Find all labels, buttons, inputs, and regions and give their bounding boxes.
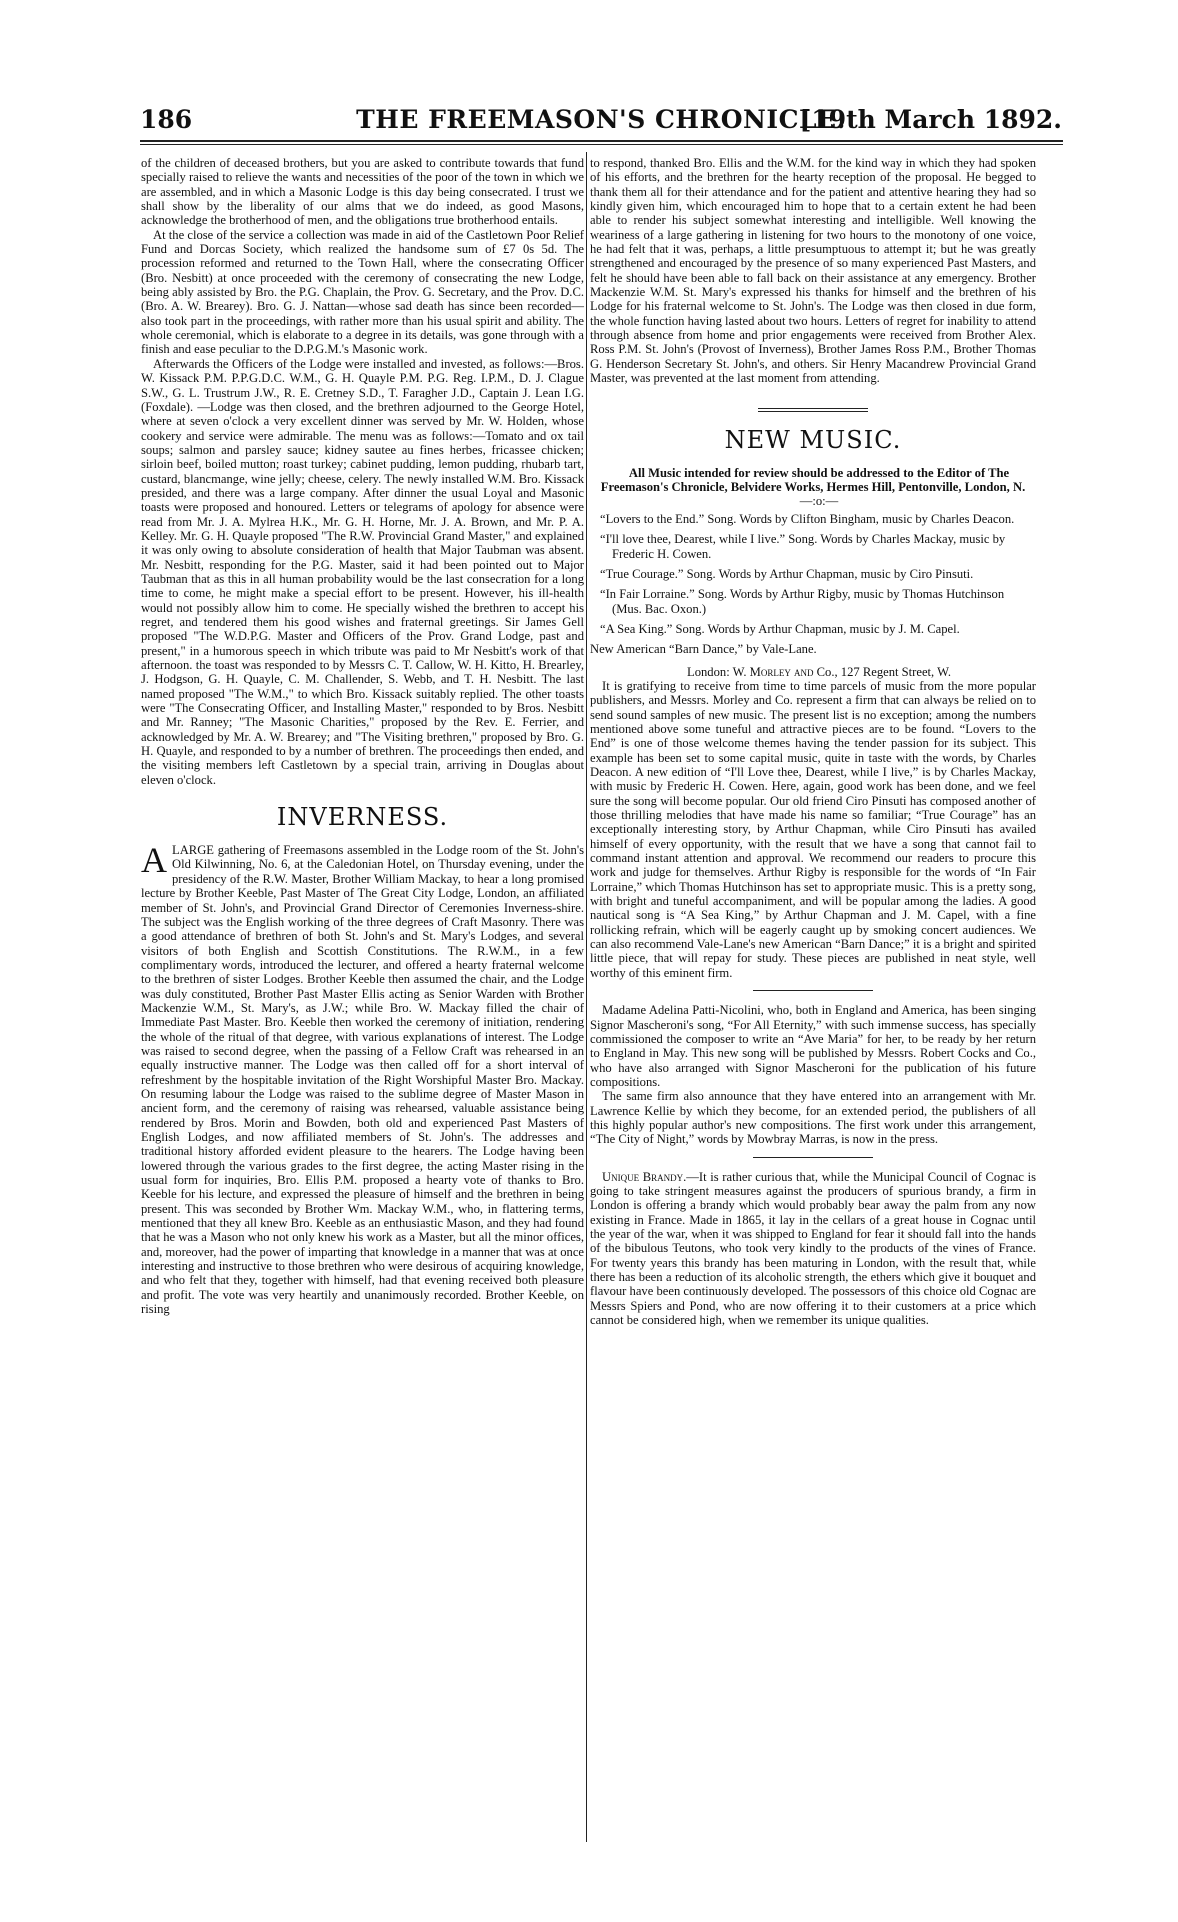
- column-divider: [586, 152, 587, 1842]
- collection-paragraph: At the close of the service a collection was made in aid of the Castletown Poor Relief Fund and Dorcas Society, which realized the handsome sum of £7 0s 5d. The procession reformed and returned to the Town Hall, where the consecrating Officer (Bro. Nesbitt) at once proceeded with the ceremony of consecrating the new Lodge, being ably assisted by Bro. the P.G. Chaplain, the Prov. G. Secretary, and the Prov. D.C. (Bro. A. W. Brearey). Bro. G. J. Nattan—whose sad death has since been recorded—also took part in the proceedings, with rather more than his usual spirit and ability. The whole ceremonial, which is elaborate to a degree in its details, was gone through with a finish and ease peculiar to the D.P.G.M.'s Masonic work.: [141, 227, 584, 357]
- ornament-divider: —:o:—: [799, 493, 839, 508]
- page-header: [140, 105, 1062, 137]
- section-rule: [753, 990, 873, 991]
- section-rule: [758, 408, 868, 412]
- page-number: 186: [140, 105, 193, 134]
- brandy-text: —It is rather curious that, while the Municipal Council of Cognac is going to take stringent measures against the producers of spurious brandy, a firm in London is offering a brandy which would probably bear away the palm from any now existing in France. Made in 1865, it lay in the cellars of a great house in Cognac until the year of the war, when it was shipped to England for fear it should fall into the hands of the bibulous Teutons, who took very kindly to the products of the vines of France. For twenty years this brandy has been maturing in London, with the result that, while there has been a reduction of its alcoholic strength, the ethers which give it bouquet and flavour have been continuously developed. The possessors of this choice old Cognac are Messrs Spiers and Pond, who are now offering it to their customers at a price which cannot be considered high, when we remember its unique qualities.: [590, 1169, 1036, 1328]
- publication-title: THE FREEMASON'S CHRONICLE.: [356, 105, 846, 134]
- song-listing: “A Sea King.” Song. Words by Arthur Chapman, music by J. M. Capel.: [600, 621, 960, 636]
- publisher-line: [590, 665, 1036, 679]
- inverness-paragraph: [141, 840, 584, 1317]
- right-column: [590, 156, 1036, 1327]
- brandy-paragraph: [590, 1170, 1036, 1328]
- publisher-prefix: London: W.: [687, 664, 747, 679]
- inverness-text: LARGE gathering of Freemasons assembled in the Lodge room of the St. John's Old Kilwinning, No. 6, at the Caledonian Hotel, on Thursday evening, under the presidency of the R.W. Master, Brother William Mackay, to hear a long promised lecture by Brother Keeble, Past Master of The Great City Lodge, London, an affiliated member of St. John's, and Provincial Grand Director of Ceremonies Inverness-shire. The subject was the English working of the three degrees of Craft Masonry. There was a good attendance of brethren of both St. John's and St. Mary's Lodges, and several visitors of both English and Scottish Constitutions. The R.W.M., in a few complimentary words, introduced the lecturer, and offered a hearty fraternal welcome to the brethren of sister Lodges. Brother Keeble then assumed the chair, and the Lodge was duly constituted, Brother Past Master Ellis acting as Senior Warden with Brother Mackenzie W.M., St. Mary's, as J.W.; while Bro. W. Mackay filled the chair of Immediate Past Master. Bro. Keeble then worked the ceremony of initiation, rendering the whole of the ritual of that degree, with various explanations of interest. The Lodge was raised to second degree, when the passing of a Fellow Craft was rehearsed in an equally instructive manner. The Lodge was then called off for a short interval of refreshment by the hospitable invitation of the Right Worshipful Master Bro. Mackay. On resuming labour the Lodge was raised to the sublime degree of Master Mason in ancient form, and the ceremony of raising was rehearsed, valuable assistance being rendered by Bros. Morin and Bowden, both old and experienced Past Masters of English Lodges, and now affiliated members of St. John's. The addresses and traditional history afforded evident pleasure to the hearers. The Lodge having been lowered through the various grades to the first degree, the acting Master rising in the usual form for inquiries, Bro. Ellis P.M. proposed a hearty vote of thanks to Bro. Keeble for his lecture, and expressed the pleasure of himself and the brethren in being present. This was seconded by Brother Wm. Mackay W.M., who, in flattering terms, mentioned that they all knew Bro. Keeble as an enthusiastic Mason, and they had found that he was a Mason who not only knew his work as a Master, but all the minor offices, and, moreover, had the power of imparting that knowledge in a manner that was at once interesting and instructive to those brethren who were desirous of acquiring knowledge, and who felt that they, together with himself, had that evening received both pleasure and profit. The vote was very heartily and unanimously recorded. Brother Keeble, on rising: [141, 843, 584, 1317]
- song-listing: “In Fair Lorraine.” Song. Words by Arthur Rigby, music by Thomas Hutchinson (Mus. Bac. Oxon.): [600, 587, 1005, 616]
- brandy-title: Unique Brandy.: [602, 1169, 687, 1184]
- patti-paragraph: Madame Adelina Patti-Nicolini, who, both in England and America, has been singing Signor Mascheroni's song, “For All Eternity,” with such immense success, has specially commissioned the composer to write an “Ave Maria” for her, to be ready by her return to England in May. This new song will be published by Messrs. Robert Cocks and Co., who have also arranged with Signor Mascheroni for the publication of his future compositions.: [590, 1003, 1036, 1089]
- header-rule: [140, 140, 1063, 142]
- new-music-heading: NEW MUSIC.: [724, 425, 902, 454]
- song-listing: “True Courage.” Song. Words by Arthur Chapman, music by Ciro Pinsuti.: [600, 566, 974, 581]
- issue-date: [19th March 1892.: [799, 105, 1062, 134]
- sermon-closing-paragraph: of the children of deceased brothers, but you are asked to contribute towards that fund specially raised to relieve the wants and necessities of the poor of the town in which we are assembled, and in which a Masonic Lodge is this day being consecrated. I trust we shall show by the liberality of our alms that we do indeed, as good Masons, acknowledge the brotherhood of men, and the obligations true brotherhood entails.: [141, 156, 584, 228]
- header-rule-thin: [140, 144, 1063, 145]
- publisher-name: Morley and: [749, 664, 814, 679]
- drop-cap: A: [141, 840, 167, 881]
- music-address-notice: All Music intended for review should be addressed to the Editor of The Freemason's Chronicle, Belvidere Works, Hermes Hill, Pentonville, London, N.: [600, 465, 1026, 494]
- inverness-continued-paragraph: to respond, thanked Bro. Ellis and the W.M. for the kind way in which they had spoken of his efforts, and the brethren for the hearty reception of the proposal. He begged to thank them all for their attendance and for the patient and attentive hearing they had so kindly given him, which encouraged him to hope that to a certain extent he had been able to render his subject somewhat interesting and intelligible. Well knowing the weariness of a large gathering in listening for two hours to the monotony of one voice, he had felt that it was, perhaps, a little presumptuous to attempt it; but he was greatly strengthened and encouraged by the presence of so many experienced Past Masters, and felt he should have been able to fall back on their assistance at any emergency. Brother Mackenzie W.M. St. Mary's expressed his thanks for himself and the brethren of his Lodge for his fraternal welcome to St. John's. The Lodge was then closed in due form, the whole function having lasted about two hours. Letters of regret for inability to attend through absence from home and prior engagements were received from Brother Alex. Ross P.M. St. John's (Provost of Inverness), Brother James Ross P.M., Brother Thomas G. Henderson Secretary St. John's, and others. Sir Henry Macandrew Provincial Grand Master, was prevented at the last moment from attending.: [590, 156, 1036, 386]
- music-review-paragraph: It is gratifying to receive from time to time parcels of music from the more popular publishers, and Messrs. Morley and Co. represent a firm that can always be relied on to send sound samples of new music. The present list is no exception; among the numbers mentioned above some tuneful and attractive pieces are to be found. “Lovers to the End” is one of those welcome themes having the tender passion for its subject. This example has been set to some capital music, quite in taste with the words, by Charles Deacon. A new edition of “I'll Love thee, Dearest, while I live,” is by Charles Mackay, with music by Frederic H. Cowen. Here, again, good work has been done, and we feel sure the song will become popular. Our old friend Ciro Pinsuti has composed another of those thrilling melodies that have made his name so familiar; “True Courage” has an exceptionally interesting story, by Arthur Chapman, while Ciro Pinsuti has availed himself of every opportunity, with the result that we have a song that cannot fail to command instant attention and approval. We recommend our readers to procure this work and judge for themselves. Arthur Rigby is responsible for the words of “In Fair Lorraine,” which Thomas Hutchinson has set to appropriate music. This is a pretty song, with bright and tuneful accompaniment, and will be popular among the ladies. A good nautical song is “A Sea King,” by Arthur Chapman and J. M. Capel, with a fine rollicking refrain, which will be eagerly caught up by smoking concert audiences. We can also recommend Vale-Lane's new American “Barn Dance;” it is a bright and spirited little piece, that will repay for study. These pieces are published in neat style, well worthy of this eminent firm.: [590, 678, 1036, 980]
- barn-dance-listing: New American “Barn Dance,” by Vale-Lane.: [590, 642, 817, 657]
- kellie-paragraph: The same firm also announce that they have entered into an arrangement with Mr. Lawrence Kellie by which they become, for an extended period, the publishers of all this highly popular author's new compositions. The first work under this arrangement, “The City of Night,” words by Mowbray Marras, is now in the press.: [590, 1089, 1036, 1147]
- publisher-suffix: Co., 127 Regent Street, W.: [816, 664, 951, 679]
- officers-dinner-paragraph: Afterwards the Officers of the Lodge were installed and invested, as follows:—Bros. W. Kissack P.M. P.P.G.D.C. W.M., G. H. Quayle P.M. P.G. Reg. I.P.M., D. J. Clague S.W., G. L. Trustrum J.W., R. E. Cretney S.D., T. Faragher J.D., Captain J. Lean I.G. (Foxdale). —Lodge was then closed, and the brethren adjourned to the George Hotel, where at seven o'clock a very excellent dinner was served by Mr. W. Holden, whose cookery and service were admirable. The menu was as follows:—Tomato and ox tail soups; salmon and parsley sauce; kidney sautee au fines herbes, fricassee chicken; sirloin beef, boiled mutton; roast turkey; cabinet pudding, lemon pudding, rhubarb tart, custard, blancmange, wine jelly; cheese, celery. The newly installed W.M. Bro. Kissack presided, and there was a large company. After dinner the usual Loyal and Masonic toasts were proposed and honoured. Letters or telegrams of apology for absence were read from Mr. J. A. Mylrea H.K., Mr. G. H. Horne, Mr. J. A. Brown, and Mr. P. A. Kelley. Mr. G. H. Quayle proposed "The R.W. Provincial Grand Master," and explained it was only owing to absolute consideration of health that Major Taubman was absent. Mr. Nesbitt, responding for the P.G. Master, said it had been pointed out to Major Taubman that as this in all human probability would be the last consecration for a long time to come, he might make a special effort to be present. However, his ill-health would not possibly allow him to come. He specially wished the brethren to accept his regret, and tendered them his good wishes and fraternal greetings. Sir James Gell proposed "The W.D.P.G. Master and Officers of the Prov. Grand Lodge, past and present," in a humorous speech in which tribute was paid to Mr Nesbitt's work of that afternoon. the toast was responded to by Messrs C. T. Callow, W. H. Kitto, H. Brearley, J. Hodgson, G. H. Quayle, C. M. Challender, S. Webb, and T. H. Nesbitt. The last named proposed "The W.M.," to which Bro. Kissack suitably replied. The other toasts were "The Consecrating Officer, and Installing Master," responded to by Bros. Nesbitt and Mr. Ranney; "The Masonic Charities," proposed by the Rev. E. Ferrier, and acknowledged by Mr. A. W. Brearey; and "The Visiting brethren," proposed by Bro. G. H. Quayle, and responded to by a number of brethren. The proceedings then ended, and the visiting members left Castletown by a special train, arriving in Douglas about eleven o'clock.: [141, 356, 584, 787]
- song-listing: “Lovers to the End.” Song. Words by Clifton Bingham, music by Charles Deacon.: [600, 511, 1015, 526]
- inverness-heading: INVERNESS.: [276, 803, 449, 832]
- section-rule: [753, 1157, 873, 1158]
- song-listing: “I'll love thee, Dearest, while I live.” Song. Words by Charles Mackay, music by Frederic H. Cowen.: [600, 532, 1006, 561]
- left-column: [141, 156, 584, 1316]
